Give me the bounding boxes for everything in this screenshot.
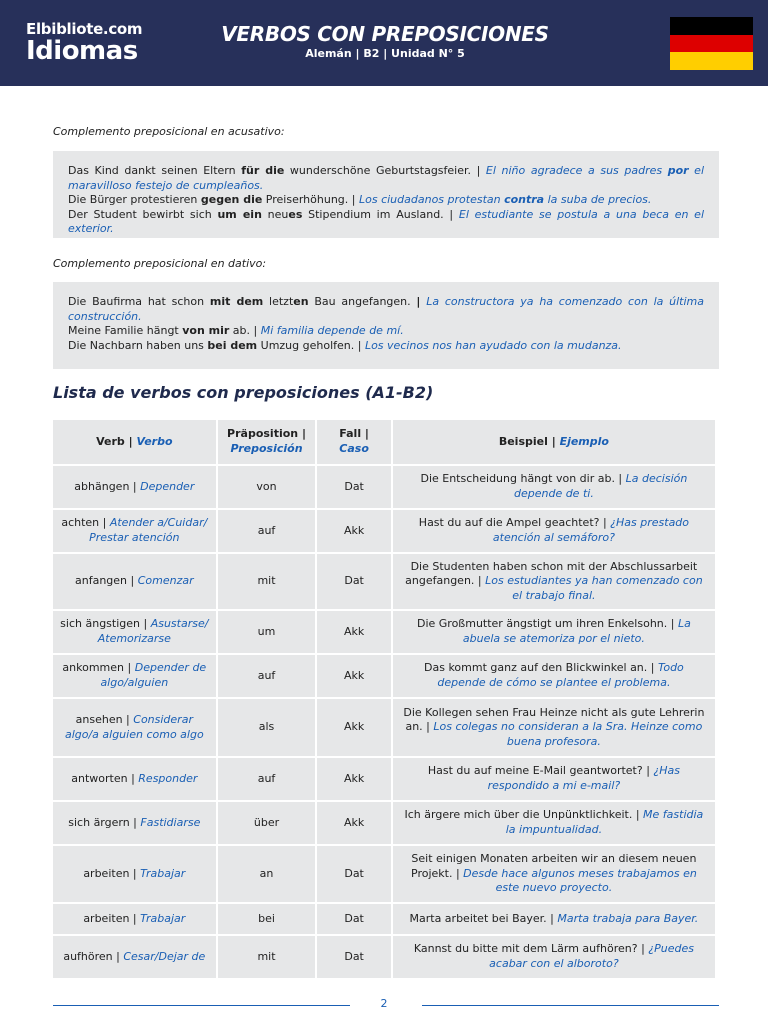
verb-cell: achten | Atender a/Cuidar/ Prestar atención <box>53 510 216 552</box>
case-cell: Akk <box>317 655 390 697</box>
case-cell: Akk <box>317 802 390 844</box>
example-cell: Das kommt ganz auf den Blickwinkel an. | Todo depende de cómo se plantee el problema. <box>393 655 715 697</box>
case-cell: Dat <box>317 846 390 902</box>
case-cell: Akk <box>317 611 390 653</box>
logo-bottom-text: Idiomas <box>26 36 138 66</box>
example-cell: Kannst du bitte mit dem Lärm aufhören? | ¿Puedes acabar con el alboroto? <box>393 936 715 978</box>
case-cell: Akk <box>317 510 390 552</box>
example-cell: Die Großmutter ängstigt um ihren Enkelsohn. | La abuela se atemoriza por el nieto. <box>393 611 715 653</box>
footer-line-right <box>422 1005 719 1006</box>
verb-cell: arbeiten | Trabajar <box>53 904 216 934</box>
logo-top-text: Elbibliote.com <box>26 20 143 38</box>
table-row <box>53 758 715 800</box>
example-cell: Seit einigen Monaten arbeiten wir an diesem neuen Projekt. | Desde hace algunos meses trabajamos en este nuevo proyecto. <box>393 846 715 902</box>
example-line: Die Bürger protestieren gegen die Preiserhöhung. | Los ciudadanos protestan contra la suba de precios. <box>68 193 652 207</box>
table-row <box>53 802 715 844</box>
verb-cell: sich ängstigen | Asustarse/ Atemorizarse <box>53 611 216 653</box>
accusative-examples <box>53 151 719 238</box>
example-cell: Ich ärgere mich über die Unpünktlichkeit. | Me fastidia la impuntualidad. <box>393 802 715 844</box>
example-line: Die Nachbarn haben uns bei dem Umzug geholfen. | Los vecinos nos han ayudado con la mudanza. <box>68 338 622 352</box>
preposition-cell: auf <box>218 758 316 800</box>
preposition-cell: mit <box>218 554 316 609</box>
footer-line-left <box>53 1005 350 1006</box>
preposition-cell: als <box>218 699 316 756</box>
page-header <box>0 0 768 86</box>
preposition-cell: über <box>218 802 316 844</box>
table-row <box>53 904 715 934</box>
verb-cell: abhängen | Depender <box>53 466 216 508</box>
case-cell: Dat <box>317 904 390 934</box>
table-row <box>53 699 715 756</box>
verb-cell: ankommen | Depender de algo/alguien <box>53 655 216 697</box>
preposition-cell: um <box>218 611 316 653</box>
table-row <box>53 611 715 653</box>
verb-cell: arbeiten | Trabajar <box>53 846 216 902</box>
case-cell: Dat <box>317 466 390 508</box>
header-preposition: Präposition | Preposición <box>218 420 316 464</box>
example-line: Meine Familie hängt von mir ab. | Mi familia depende de mí. <box>68 324 404 338</box>
flag-stripe-gold <box>670 52 753 70</box>
example-cell: Die Entscheidung hängt von dir ab. | La decisión depende de ti. <box>393 466 715 508</box>
verb-cell: antworten | Responder <box>53 758 216 800</box>
flag-stripe-black <box>670 17 753 35</box>
table-row <box>53 655 715 697</box>
verb-cell: anfangen | Comenzar <box>53 554 216 609</box>
title-block <box>200 22 570 61</box>
example-cell: Hast du auf meine E-Mail geantwortet? | ¿Has respondido a mi e-mail? <box>393 758 715 800</box>
header-case: Fall | Caso <box>317 420 390 464</box>
dative-examples <box>53 282 719 369</box>
verb-cell: aufhören | Cesar/Dejar de <box>53 936 216 978</box>
preposition-cell: von <box>218 466 316 508</box>
preposition-cell: auf <box>218 510 316 552</box>
table-row <box>53 846 715 902</box>
page-number: 2 <box>380 997 388 1010</box>
example-cell: Marta arbeitet bei Bayer. | Marta trabaja para Bayer. <box>393 904 715 934</box>
table-row <box>53 554 715 609</box>
page-subtitle: Alemán | B2 | Unidad N° 5 <box>305 47 465 60</box>
accusative-label: Complemento preposicional en acusativo: <box>53 125 285 138</box>
preposition-cell: auf <box>218 655 316 697</box>
preposition-cell: an <box>218 846 316 902</box>
table-row <box>53 936 715 978</box>
example-line: Das Kind dankt seinen Eltern für die wunderschöne Geburtstagsfeier. | El niño agradece a sus padres por el maravilloso festejo de cumpleaños. <box>68 164 705 192</box>
case-cell: Dat <box>317 936 390 978</box>
example-cell: Die Kollegen sehen Frau Heinze nicht als gute Lehrerin an. | Los colegas no consideran a la Sra. Heinze como buena profesora. <box>393 699 715 756</box>
preposition-cell: bei <box>218 904 316 934</box>
verb-cell: sich ärgern | Fastidiarse <box>53 802 216 844</box>
dative-label: Complemento preposicional en dativo: <box>53 257 267 270</box>
list-heading: Lista de verbos con preposiciones (A1-B2) <box>53 383 434 402</box>
header-example: Beispiel | Ejemplo <box>393 420 715 464</box>
verb-table <box>51 418 717 980</box>
example-cell: Die Studenten haben schon mit der Abschlussarbeit angefangen. | Los estudiantes ya han comenzado con el trabajo final. <box>393 554 715 609</box>
german-flag-icon <box>670 17 753 70</box>
table-row <box>53 510 715 552</box>
case-cell: Akk <box>317 758 390 800</box>
table-row <box>53 466 715 508</box>
preposition-cell: mit <box>218 936 316 978</box>
example-line: Der Student bewirbt sich um ein neues Stipendium im Ausland. | El estudiante se postula a una beca en el exterior. <box>68 207 704 236</box>
table-header-row <box>53 420 715 464</box>
case-cell: Akk <box>317 699 390 756</box>
page-title: VERBOS CON PREPOSICIONES <box>221 22 549 46</box>
logo <box>26 20 142 64</box>
example-cell: Hast du auf die Ampel geachtet? | ¿Has prestado atención al semáforo? <box>393 510 715 552</box>
flag-stripe-red <box>670 35 753 53</box>
verb-cell: ansehen | Considerar algo/a alguien como algo <box>53 699 216 756</box>
example-line: Die Baufirma hat schon mit dem letzten Bau angefangen. | La constructora ya ha comenzado con la última construcción. <box>68 295 704 323</box>
case-cell: Dat <box>317 554 390 609</box>
header-verb: Verb | Verbo <box>53 420 216 464</box>
